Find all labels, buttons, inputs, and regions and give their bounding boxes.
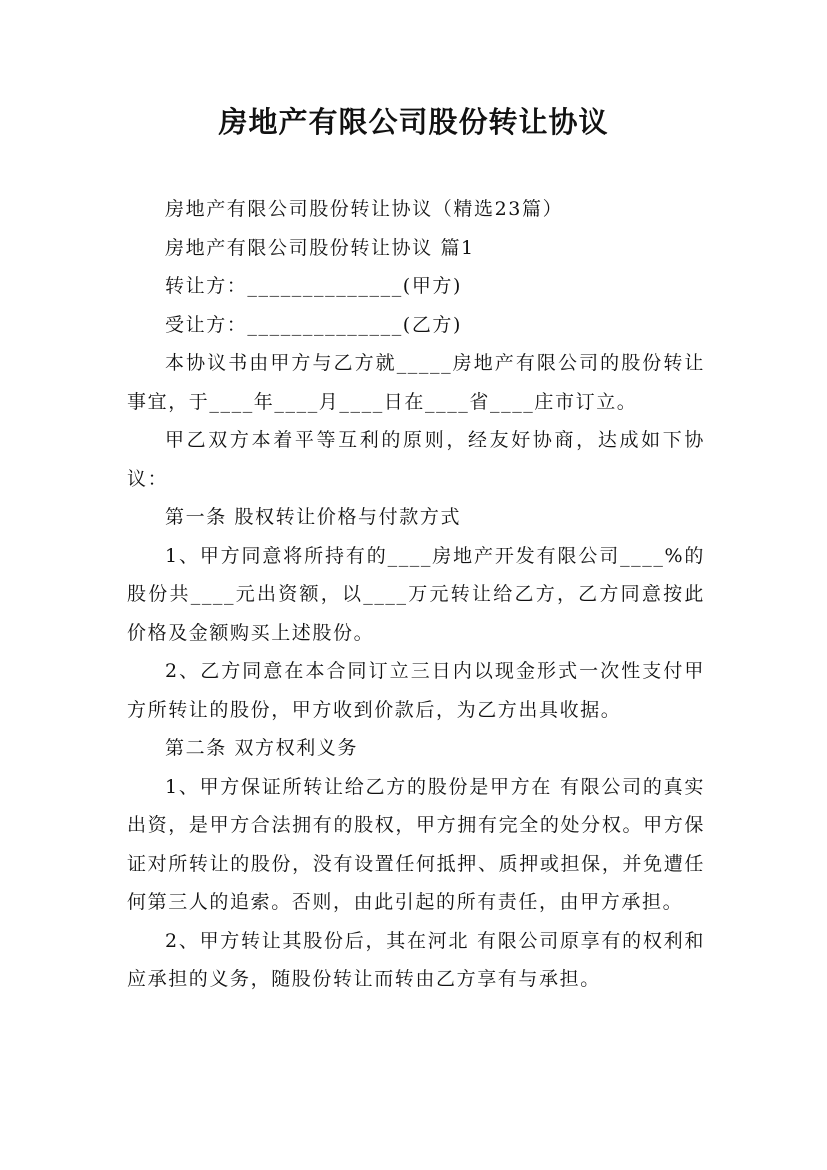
paragraph-article-1-heading: 第一条 股权转让价格与付款方式 xyxy=(165,506,462,528)
paragraph-article-2-heading: 第二条 双方权利义务 xyxy=(165,737,359,759)
paragraph-transferee: 受让方：______________(乙方) xyxy=(165,313,463,336)
document-body xyxy=(127,190,705,999)
paragraph-section-heading: 房地产有限公司股份转让协议 篇1 xyxy=(165,236,475,259)
paragraph-agreement-intro: 甲乙双方本着平等互利的原则，经友好协商，达成如下协议： xyxy=(127,429,705,490)
paragraph-article-1-clause-2: 2、乙方同意在本合同订立三日内以现金形式一次性支付甲方所转让的股份，甲方收到价款后，为乙方出具收据。 xyxy=(127,660,705,721)
paragraph-article-1-clause-1: 1、甲方同意将所持有的____房地产开发有限公司____%的股份共____元出资额，以____万元转让给乙方，乙方同意按此价格及金额购买上述股份。 xyxy=(127,544,705,644)
document-title: 房地产有限公司股份转让协议 xyxy=(218,105,609,139)
paragraph-transferor: 转让方：______________(甲方) xyxy=(165,275,463,297)
paragraph-article-2-clause-2: 2、甲方转让其股份后，其在河北 有限公司原享有的权利和应承担的义务，随股份转让而转由乙方享有与承担。 xyxy=(127,929,705,990)
paragraph-article-2-clause-1: 1、甲方保证所转让给乙方的股份是甲方在 有限公司的真实出资，是甲方合法拥有的股权，甲方拥有完全的处分权。甲方保证对所转让的股份，没有设置任何抵押、质押或担保，并免遭任何第三人的追索。否则，由此引起的所有责任，由甲方承担。 xyxy=(127,775,705,913)
paragraph-preamble: 本协议书由甲方与乙方就_____房地产有限公司的股份转让事宜，于____年____月____日在____省____庄市订立。 xyxy=(127,352,705,413)
paragraph-subtitle: 房地产有限公司股份转让协议（精选23篇） xyxy=(165,198,564,220)
